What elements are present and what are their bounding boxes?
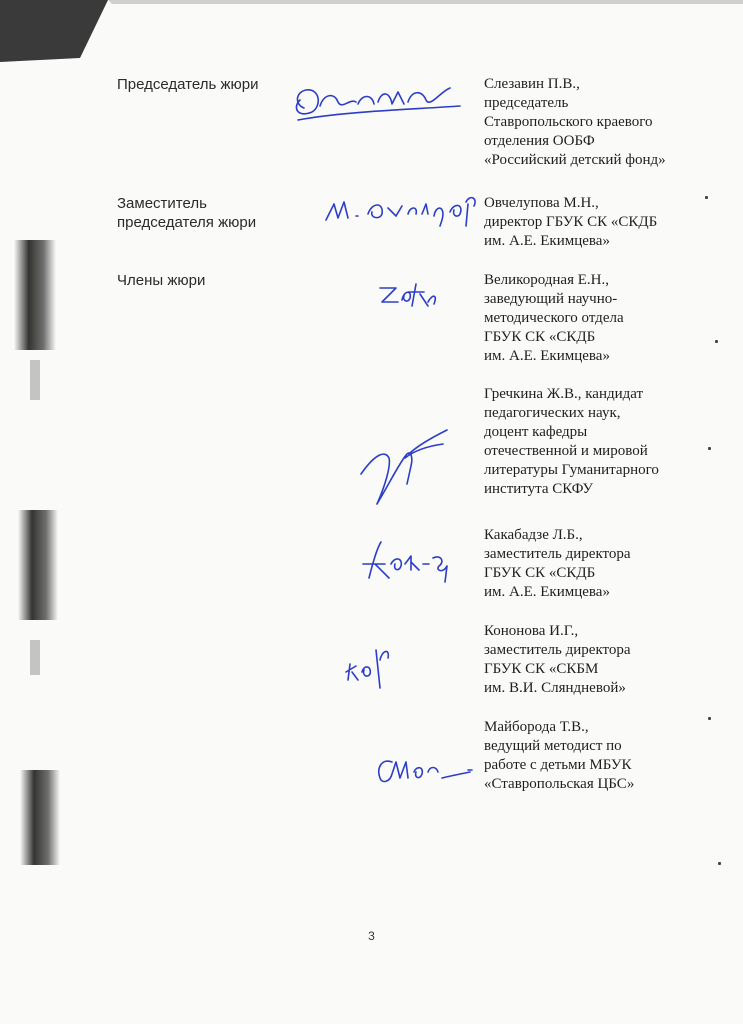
scan-dot [705,196,708,199]
member2-signature [355,424,465,514]
member4-signature [342,640,402,700]
deputy-signature [318,186,488,232]
chair-signature [290,68,470,128]
member3-signature [355,534,465,586]
chair-role-label: Председатель жюри [117,76,259,93]
member-person-3: Какабадзе Л.Б., заместитель директора ГБУК СК «СКДБ им. А.Е. Екимцева» [484,527,631,600]
member1-signature [372,280,442,312]
member-person-4: Кононова И.Г., заместитель директора ГБУК СК «СКБМ им. В.И. Сляндневой» [484,623,631,696]
scan-dot [708,447,711,450]
chair-person: Слезавин П.В., председатель Ставропольского краевого отделения ООБФ «Российский детский фонд» [484,76,666,168]
deputy-role-label-line1: Заместитель [117,195,207,212]
deputy-role-label-line2: председателя жюри [117,214,257,231]
member-person-1: Великородная Е.Н., заведующий научно- методического отдела ГБУК СК «СКДБ им. А.Е. Екимцева» [484,272,624,364]
deputy-person: Овчелупова М.Н., директор ГБУК СК «СКДБ им. А.Е. Екимцева» [484,195,658,249]
member-person-2: Гречкина Ж.В., кандидат педагогических наук, доцент кафедры отечественной и мировой литературы Гуманитарного института СКФУ [484,386,659,497]
member-person-5: Майборода Т.В., ведущий методист по работе с детьми МБУК «Ставропольская ЦБС» [484,719,635,792]
members-role-label: Члены жюри [117,272,206,289]
member5-signature [372,750,482,790]
scan-dot [715,340,718,343]
page-number: 3 [368,929,375,943]
page-corner-fold [0,0,743,70]
scan-dot [708,717,711,720]
scan-dot [718,862,721,865]
scan-artifact [0,0,80,1024]
